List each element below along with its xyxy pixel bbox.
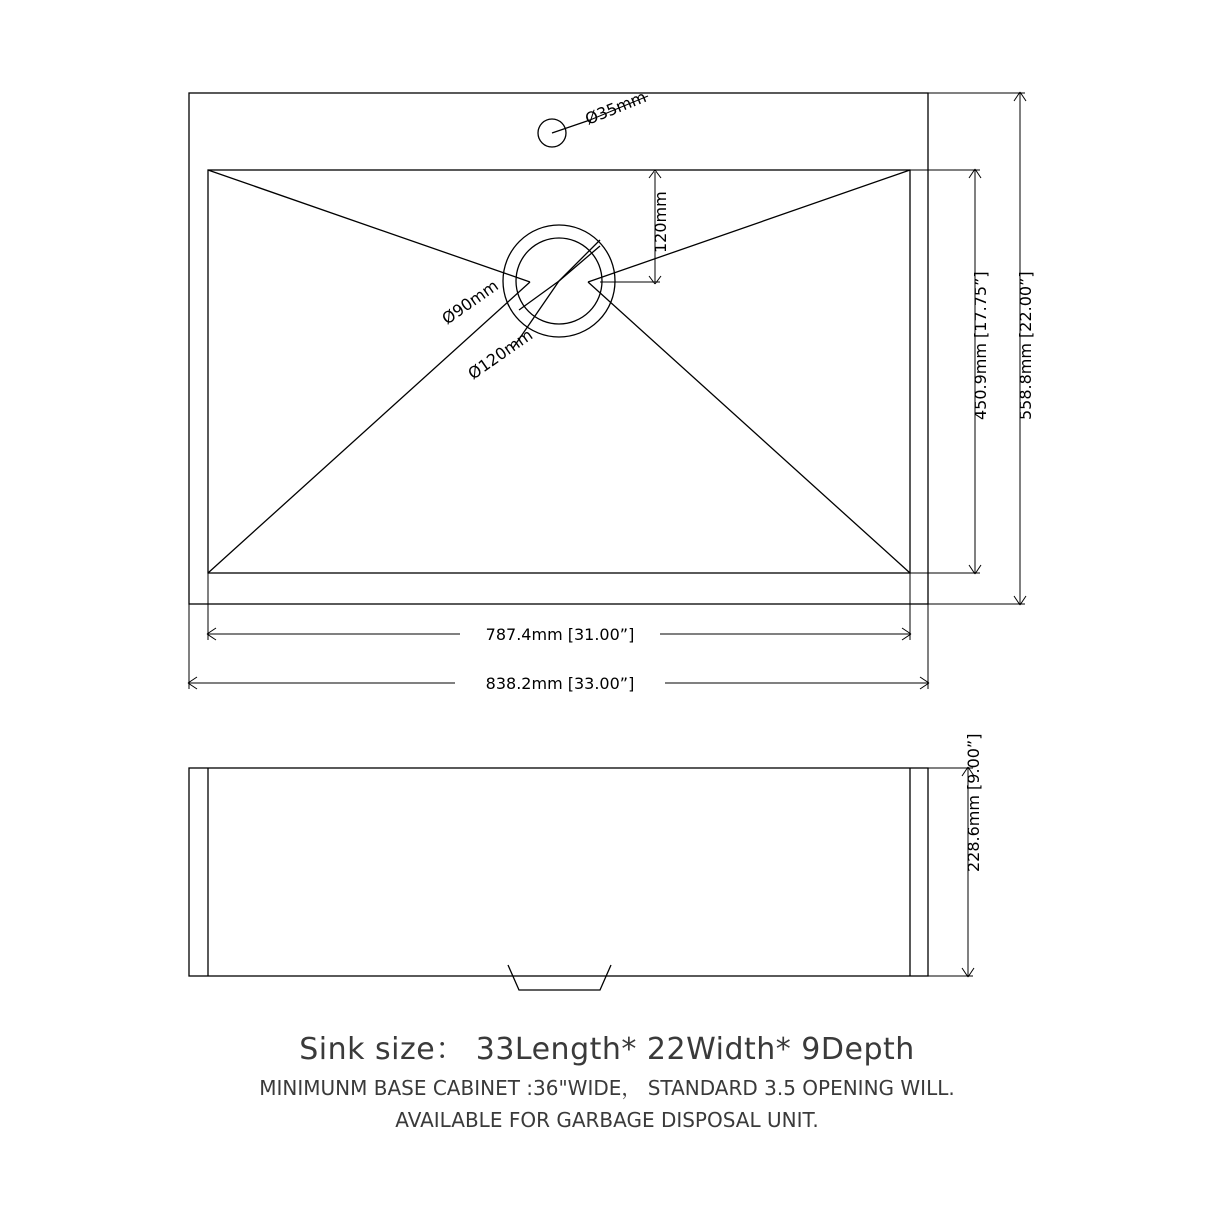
overall-width-dim-label: 838.2mm [33.00”] (485, 674, 635, 693)
top-view-outline (189, 93, 928, 604)
drain-inner-dim-label: Ø90mm (438, 275, 502, 329)
front-view-outline (189, 768, 928, 990)
faucet-hole (538, 119, 590, 147)
faucet-hole-dim-label: Ø35mm (582, 87, 649, 129)
inner-height-dim-label: 450.9mm [17.75”] (971, 271, 990, 420)
depth-dim-label: 228.6mm [9.00”] (964, 733, 983, 872)
overall-height-dim-label: 558.8mm [22.00”] (1016, 271, 1035, 420)
caption-block (0, 1028, 1214, 1136)
drain-outer-dim-label: Ø120mm (464, 325, 537, 384)
drain-offset-dim-label: 120mm (651, 191, 670, 253)
sink-size-caption: Sink size： 33Length* 22Width* 9Depth (299, 1032, 915, 1067)
cabinet-note-line-1: MINIMUNM BASE CABINET :36"WIDE， STANDARD 3.5 OPENING WILL. (259, 1076, 955, 1100)
inner-width-dim-label: 787.4mm [31.00”] (485, 625, 635, 644)
cabinet-note-line-2: AVAILABLE FOR GARBAGE DISPOSAL UNIT. (395, 1108, 819, 1132)
